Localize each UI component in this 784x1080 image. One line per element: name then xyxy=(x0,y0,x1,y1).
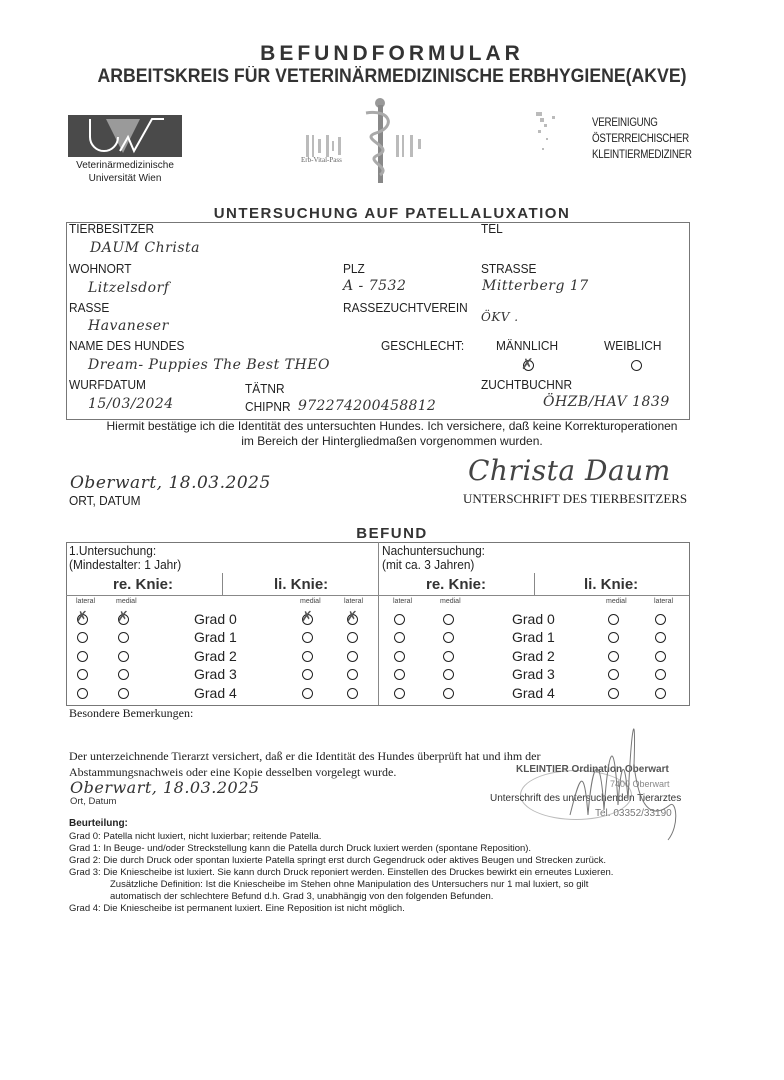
radio-follow-up-li-medial-grad-4[interactable] xyxy=(608,688,619,699)
radio-follow-up-re-medial-grad-2[interactable] xyxy=(443,651,454,662)
radio-follow-up-li-medial-grad-0[interactable] xyxy=(608,614,619,625)
label-zuchtbuchnr: ZUCHTBUCHNR xyxy=(481,378,573,392)
check-mark-icon: ✗ xyxy=(346,609,358,625)
radio-follow-up-li-medial-grad-1[interactable] xyxy=(608,632,619,643)
radio-follow-up-re-lateral-grad-3[interactable] xyxy=(394,669,405,680)
radio-first-exam-li-medial-grad-3[interactable] xyxy=(302,669,313,680)
radio-first-exam-re-lateral-grad-4[interactable] xyxy=(77,688,88,699)
followup-grade-1: Grad 1 xyxy=(512,629,555,645)
erb-vital-pass-logo xyxy=(296,95,446,185)
followup-grade-4: Grad 4 xyxy=(512,685,555,701)
radio-follow-up-li-lateral-grad-3[interactable] xyxy=(655,669,666,680)
form-title: BEFUNDFORMULAR xyxy=(260,42,524,65)
col-label: medial xyxy=(116,598,137,605)
radio-first-exam-re-medial-grad-1[interactable] xyxy=(118,632,129,643)
befund-divider xyxy=(378,542,379,705)
stamp-line1: KLEINTIER Ordination Oberwart xyxy=(516,764,669,775)
radio-follow-up-re-lateral-grad-2[interactable] xyxy=(394,651,405,662)
first-grade-0: Grad 0 xyxy=(194,611,237,627)
radio-first-exam-re-medial-grad-2[interactable] xyxy=(118,651,129,662)
assessment-item: Grad 4: Die Kniescheibe ist permanent luxiert. Eine Reposition ist nicht möglich. xyxy=(69,903,405,914)
radio-follow-up-li-lateral-grad-0[interactable] xyxy=(655,614,666,625)
radio-follow-up-re-medial-grad-3[interactable] xyxy=(443,669,454,680)
befund-knee-divider-right xyxy=(534,573,535,595)
stamp-line2: 7400 Oberwart xyxy=(610,779,670,789)
assessment-item: Zusätzliche Definition: Ist die Kniescheibe im Stehen ohne Manipulation des Untersuchers nur 1 mal luxiert, so gilt xyxy=(110,879,589,890)
voek-line1: VEREINIGUNG xyxy=(592,117,658,129)
label-unterschrift-tierarzt: Unterschrift des untersuchenden Tierarztes xyxy=(490,793,682,804)
identity-statement-line2: im Bereich der Hintergliedmaßen vorgenommen wurden. xyxy=(241,434,543,448)
radio-follow-up-re-lateral-grad-0[interactable] xyxy=(394,614,405,625)
first-exam-title: 1.Untersuchung: xyxy=(69,544,157,558)
first-exam-right-knee: re. Knie: xyxy=(113,576,174,593)
field-strasse[interactable]: Mitterberg 17 xyxy=(482,278,589,294)
col-label: lateral xyxy=(393,598,413,605)
field-rasse[interactable]: Havaneser xyxy=(88,318,169,334)
label-weiblich: WEIBLICH xyxy=(604,339,662,353)
first-grade-4: Grad 4 xyxy=(194,685,237,701)
caduceus-icon xyxy=(296,95,446,185)
label-rasse: RASSE xyxy=(69,301,110,315)
follow-up-subtitle: (mit ca. 3 Jahren) xyxy=(382,558,475,572)
assessment-item: Grad 3: Die Kniescheibe ist luxiert. Sie kann durch Druck reponiert werden. Einstellen des Druckes bewirkt ein erneutes Luxieren. xyxy=(69,867,614,878)
vet-signature-icon[interactable] xyxy=(560,705,690,845)
erb-vital-pass-caption: Erb-Vital-Pass xyxy=(301,156,342,164)
vmu-logo-icon xyxy=(68,115,182,157)
field-rassezuchtverein[interactable]: ÖKV . xyxy=(481,310,519,324)
first-grade-2: Grad 2 xyxy=(194,648,237,664)
label-vet-ort-datum: Ort, Datum xyxy=(70,796,117,807)
radio-weiblich[interactable] xyxy=(631,360,642,371)
radio-follow-up-re-medial-grad-1[interactable] xyxy=(443,632,454,643)
radio-first-exam-re-lateral-grad-3[interactable] xyxy=(77,669,88,680)
first-exam-subtitle: (Mindestalter: 1 Jahr) xyxy=(69,558,182,572)
befund-knee-divider-left xyxy=(222,573,223,595)
assessment-item: Grad 2: Die durch Druck oder spontan luxierte Patella springt erst durch Gegendruck oder aktives Beugen und Strecken zurück. xyxy=(69,855,607,866)
label-chipnr: CHIPNR xyxy=(245,400,291,414)
form-subtitle: ARBEITSKREIS FÜR VETERINÄRMEDIZINISCHE ERBHYGIENE(AKVE) xyxy=(97,66,687,87)
col-label: lateral xyxy=(76,598,96,605)
radio-first-exam-re-lateral-grad-1[interactable] xyxy=(77,632,88,643)
col-label: lateral xyxy=(654,598,674,605)
assessment-item: Grad 1: In Beuge- und/oder Streckstellung kann die Patella durch Druck luxiert werden (spontane Reposition). xyxy=(69,843,532,854)
assessment-item: Grad 0: Patella nicht luxiert, nicht luxierbar; reitende Patella. xyxy=(69,831,322,842)
radio-first-exam-li-medial-grad-4[interactable] xyxy=(302,688,313,699)
label-maennlich: MÄNNLICH xyxy=(496,339,559,353)
label-geschlecht: GESCHLECHT: xyxy=(381,339,465,353)
col-label: medial xyxy=(606,598,627,605)
voek-logo-text xyxy=(592,115,692,163)
label-unterschrift-tierbesitzer: UNTERSCHRIFT DES TIERBESITZERS xyxy=(463,491,688,506)
vmu-logo xyxy=(68,115,182,157)
label-ort-datum: ORT, DATUM xyxy=(69,494,141,508)
radio-follow-up-li-medial-grad-3[interactable] xyxy=(608,669,619,680)
follow-up-title: Nachuntersuchung: xyxy=(382,544,485,558)
identity-statement-line1: Hiermit bestätige ich die Identität des untersuchten Hundes. Ich versichere, daß keine Korrekturoperationen xyxy=(106,419,678,433)
vet-place-date[interactable]: Oberwart, 18.03.2025 xyxy=(70,778,260,797)
field-tierbesitzer[interactable]: DAUM Christa xyxy=(90,240,200,256)
assessment-title: Beurteilung: xyxy=(69,818,128,829)
label-tierbesitzer: TIERBESITZER xyxy=(69,222,155,236)
label-taetnr: TÄTNR xyxy=(245,382,285,396)
field-name-des-hundes[interactable]: Dream- Puppies The Best THEO xyxy=(88,357,330,373)
check-mark-icon: ✗ xyxy=(301,609,313,625)
field-zuchtbuchnr[interactable]: ÖHZB/HAV 1839 xyxy=(543,394,670,410)
vmu-caption-line1: Veterinärmedizinische xyxy=(76,160,174,171)
label-besondere-bemerkungen: Besondere Bemerkungen: xyxy=(69,706,194,720)
radio-first-exam-re-medial-grad-4[interactable] xyxy=(118,688,129,699)
label-rassezuchtverein: RASSEZUCHTVEREIN xyxy=(343,301,468,315)
stamp-line3: Tel. 03352/33190 xyxy=(595,808,672,819)
radio-first-exam-li-lateral-grad-2[interactable] xyxy=(347,651,358,662)
field-wohnort[interactable]: Litzelsdorf xyxy=(88,280,170,296)
col-label: medial xyxy=(440,598,461,605)
radio-follow-up-li-lateral-grad-2[interactable] xyxy=(655,651,666,662)
radio-follow-up-re-lateral-grad-1[interactable] xyxy=(394,632,405,643)
vet-statement-line1: Der unterzeichnende Tierarzt versichert, daß er die Identität des Hundes überprüft hat und ihm der xyxy=(69,749,541,763)
assessment-item: automatisch der schlechtere Befund d.h. Grad 3, unabhängig von den folgenden Befunden. xyxy=(110,891,494,902)
radio-first-exam-re-lateral-grad-2[interactable] xyxy=(77,651,88,662)
radio-follow-up-li-lateral-grad-1[interactable] xyxy=(655,632,666,643)
check-mark-icon: ✗ xyxy=(117,609,129,625)
radio-first-exam-li-lateral-grad-4[interactable] xyxy=(347,688,358,699)
radio-follow-up-li-medial-grad-2[interactable] xyxy=(608,651,619,662)
voek-mark-icon xyxy=(532,110,564,162)
radio-follow-up-re-lateral-grad-4[interactable] xyxy=(394,688,405,699)
first-grade-1: Grad 1 xyxy=(194,629,237,645)
owner-place-date[interactable]: Oberwart, 18.03.2025 xyxy=(70,473,271,493)
label-wohnort: WOHNORT xyxy=(69,262,132,276)
follow-up-right-knee: re. Knie: xyxy=(426,576,487,593)
label-name-des-hundes: NAME DES HUNDES xyxy=(69,339,185,353)
follow-up-left-knee: li. Knie: xyxy=(584,576,639,593)
radio-first-exam-li-lateral-grad-1[interactable] xyxy=(347,632,358,643)
voek-line3: KLEINTIERMEDIZINER xyxy=(592,149,692,161)
field-wurfdatum[interactable]: 15/03/2024 xyxy=(88,396,174,412)
followup-grade-0: Grad 0 xyxy=(512,611,555,627)
radio-first-exam-li-medial-grad-1[interactable] xyxy=(302,632,313,643)
radio-first-exam-li-medial-grad-2[interactable] xyxy=(302,651,313,662)
befund-title: BEFUND xyxy=(356,525,428,542)
radio-first-exam-re-medial-grad-3[interactable] xyxy=(118,669,129,680)
field-chipnr[interactable]: 972274200458812 xyxy=(298,398,437,414)
befund-header-rule xyxy=(66,595,689,596)
radio-follow-up-re-medial-grad-0[interactable] xyxy=(443,614,454,625)
vmu-caption-line2: Universität Wien xyxy=(88,173,162,184)
owner-signature[interactable]: Christa Daum xyxy=(468,454,671,487)
voek-line2: ÖSTERREICHISCHER xyxy=(592,133,689,145)
field-plz[interactable]: A - 7532 xyxy=(343,278,407,294)
first-exam-left-knee: li. Knie: xyxy=(274,576,329,593)
radio-follow-up-re-medial-grad-4[interactable] xyxy=(443,688,454,699)
first-grade-3: Grad 3 xyxy=(194,666,237,682)
label-strasse: STRASSE xyxy=(481,262,537,276)
followup-grade-3: Grad 3 xyxy=(512,666,555,682)
check-mark-icon: ✗ xyxy=(521,355,534,373)
radio-follow-up-li-lateral-grad-4[interactable] xyxy=(655,688,666,699)
col-label: medial xyxy=(300,598,321,605)
label-plz: PLZ xyxy=(343,262,365,276)
radio-first-exam-li-lateral-grad-3[interactable] xyxy=(347,669,358,680)
col-label: lateral xyxy=(344,598,364,605)
followup-grade-2: Grad 2 xyxy=(512,648,555,664)
vet-statement-line2: Abstammungsnachweis oder eine Kopie desselben vorgelegt wurde. xyxy=(69,765,397,779)
label-tel: TEL xyxy=(481,222,503,236)
section-title: UNTERSUCHUNG AUF PATELLALUXATION xyxy=(213,205,571,222)
check-mark-icon: ✗ xyxy=(76,609,88,625)
label-wurfdatum: WURFDATUM xyxy=(69,378,146,392)
vmu-caption xyxy=(58,159,192,185)
